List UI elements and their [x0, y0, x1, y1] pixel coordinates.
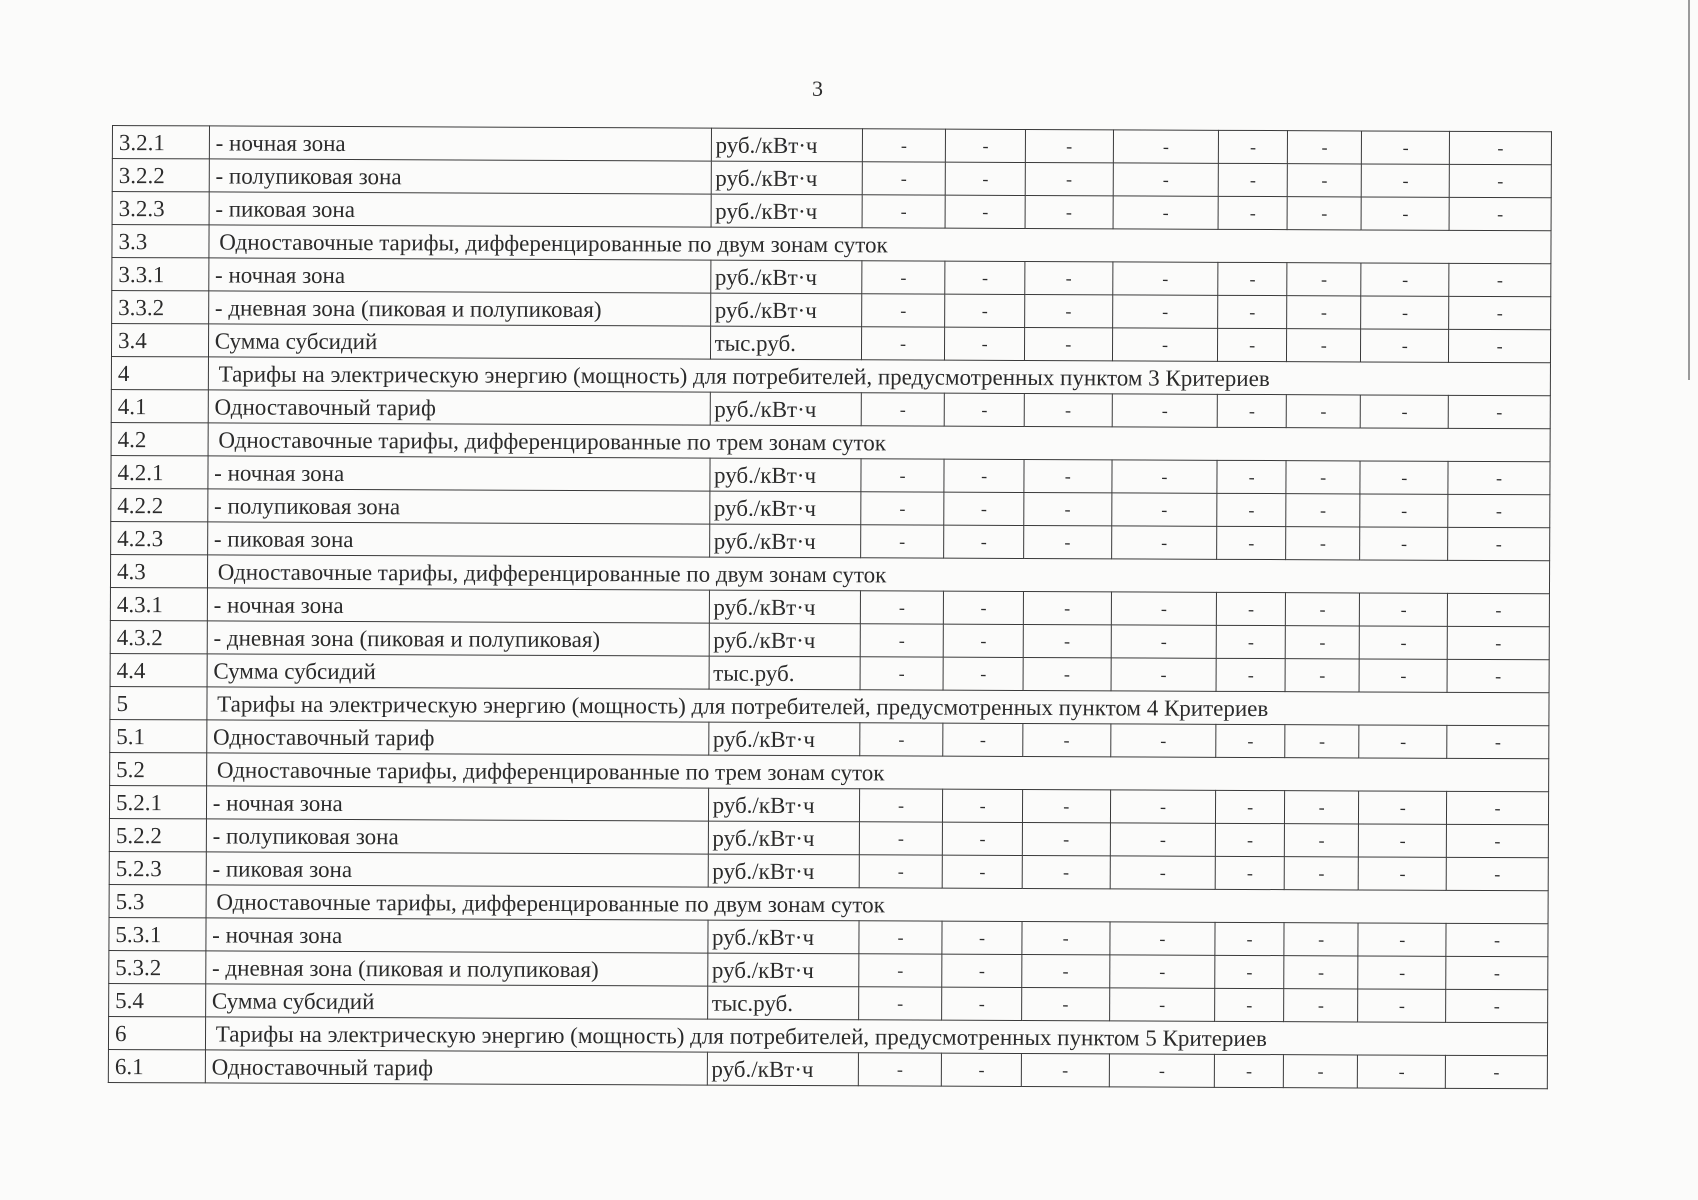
row-number-cell: 3.3.2: [112, 291, 209, 324]
unit-cell: тыс.руб.: [709, 656, 860, 690]
value-cell: -: [860, 591, 944, 624]
row-label-cell: - ночная зона: [209, 258, 711, 293]
table-row: [109, 983, 1548, 1022]
row-number-cell: 4.3.1: [110, 587, 207, 620]
section-heading-row: [110, 752, 1549, 791]
row-label-cell: Одноставочный тариф: [208, 390, 710, 425]
value-cell: -: [1446, 824, 1548, 857]
value-cell: -: [1024, 327, 1112, 360]
value-cell: -: [1112, 262, 1218, 295]
section-heading-cell: Одноставочные тарифы, дифференцированные по двум зонам суток: [209, 225, 1551, 264]
value-cell: -: [1112, 328, 1218, 361]
row-number-cell: 4.4: [110, 653, 207, 686]
value-cell: -: [858, 1053, 942, 1086]
value-cell: -: [862, 129, 946, 162]
value-cell: -: [1285, 593, 1360, 626]
value-cell: -: [944, 459, 1024, 492]
row-number-cell: 4.2.2: [111, 488, 208, 521]
row-number-cell: 5.3.1: [109, 917, 206, 950]
value-cell: -: [1023, 723, 1111, 756]
table-row: [112, 291, 1551, 330]
row-number-cell: 3.4: [111, 324, 208, 357]
value-cell: -: [1286, 395, 1361, 428]
table-row: [111, 324, 1550, 363]
row-label-cell: Одноставочный тариф: [205, 1050, 707, 1085]
unit-cell: руб./кВт·ч: [707, 920, 858, 954]
value-cell: -: [1358, 923, 1446, 956]
value-cell: -: [944, 591, 1024, 624]
tariff-table-body: [108, 126, 1551, 1089]
row-number-cell: 5.2.2: [109, 818, 206, 851]
table-row: [109, 851, 1548, 890]
unit-cell: руб./кВт·ч: [710, 293, 861, 327]
section-heading-row: [108, 1016, 1547, 1055]
section-heading-row: [111, 422, 1550, 461]
unit-cell: руб./кВт·ч: [710, 392, 861, 426]
value-cell: -: [1445, 1055, 1547, 1088]
section-heading-cell: Тарифы на электрическую энергию (мощность) для потребителей, предусмотренных пунктом 3 Критериев: [208, 357, 1550, 396]
table-row: [110, 719, 1549, 758]
value-cell: -: [862, 195, 946, 228]
value-cell: -: [861, 459, 945, 492]
value-cell: -: [1359, 725, 1447, 758]
value-cell: -: [1449, 131, 1551, 164]
value-cell: -: [861, 393, 945, 426]
unit-cell: руб./кВт·ч: [711, 194, 862, 228]
value-cell: -: [1359, 824, 1447, 857]
value-cell: -: [942, 921, 1022, 954]
table-row: [112, 258, 1551, 297]
value-cell: -: [1022, 921, 1110, 954]
table-row: [109, 950, 1548, 989]
value-cell: -: [1219, 163, 1288, 196]
value-cell: -: [1216, 658, 1285, 691]
value-cell: -: [859, 723, 943, 756]
value-cell: -: [1025, 162, 1113, 195]
row-number-cell: 3.3.1: [112, 258, 209, 291]
value-cell: -: [1110, 823, 1216, 856]
row-number-cell: 6.1: [108, 1049, 205, 1082]
value-cell: -: [1449, 197, 1551, 230]
unit-cell: руб./кВт·ч: [708, 788, 859, 822]
row-number-cell: 4.1: [111, 389, 208, 422]
value-cell: -: [860, 525, 944, 558]
value-cell: -: [943, 723, 1023, 756]
row-label-cell: Сумма субсидий: [208, 324, 710, 359]
value-cell: -: [1217, 592, 1286, 625]
value-cell: -: [945, 393, 1025, 426]
value-cell: -: [945, 294, 1025, 327]
value-cell: -: [1358, 1055, 1446, 1088]
unit-cell: руб./кВт·ч: [708, 722, 859, 756]
value-cell: -: [1447, 593, 1549, 626]
value-cell: -: [1359, 857, 1447, 890]
value-cell: -: [945, 327, 1025, 360]
value-cell: -: [1023, 657, 1111, 690]
value-cell: -: [1022, 954, 1110, 987]
page-number: 3: [812, 76, 823, 101]
value-cell: -: [1111, 592, 1217, 625]
value-cell: -: [859, 855, 943, 888]
section-heading-cell: Одноставочные тарифы, дифференцированные по двум зонам суток: [207, 555, 1549, 594]
value-cell: -: [1285, 659, 1360, 692]
section-heading-row: [111, 356, 1550, 395]
row-number-cell: 4: [111, 356, 208, 389]
value-cell: -: [945, 261, 1025, 294]
value-cell: -: [1449, 329, 1551, 362]
unit-cell: руб./кВт·ч: [709, 458, 860, 492]
unit-cell: руб./кВт·ч: [709, 491, 860, 525]
row-number-cell: 6: [108, 1016, 205, 1049]
value-cell: -: [1024, 492, 1112, 525]
table-row: [112, 192, 1551, 231]
row-label-cell: - ночная зона: [208, 456, 710, 491]
value-cell: -: [1447, 659, 1549, 692]
value-cell: -: [1215, 955, 1284, 988]
value-cell: -: [944, 624, 1024, 657]
row-label-cell: - полупиковая зона: [208, 489, 710, 524]
value-cell: -: [943, 822, 1023, 855]
unit-cell: руб./кВт·ч: [710, 260, 861, 294]
row-label-cell: - ночная зона: [206, 918, 708, 953]
row-label-cell: - пиковая зона: [206, 852, 708, 887]
value-cell: -: [1023, 624, 1111, 657]
value-cell: -: [942, 987, 1022, 1020]
table-row: [111, 455, 1550, 494]
row-label-cell: Сумма субсидий: [207, 654, 709, 689]
value-cell: -: [860, 624, 944, 657]
value-cell: -: [859, 789, 943, 822]
value-cell: -: [1447, 626, 1549, 659]
table-row: [109, 818, 1548, 857]
value-cell: -: [1448, 395, 1550, 428]
value-cell: -: [1113, 196, 1219, 229]
value-cell: -: [1284, 791, 1359, 824]
value-cell: -: [1218, 394, 1287, 427]
value-cell: -: [1284, 857, 1359, 890]
value-cell: -: [1109, 1054, 1215, 1087]
value-cell: -: [1284, 923, 1359, 956]
table-row: [109, 785, 1548, 824]
value-cell: -: [1449, 164, 1551, 197]
row-label-cell: - ночная зона: [209, 126, 711, 161]
row-number-cell: 5: [110, 686, 207, 719]
value-cell: -: [1111, 493, 1217, 526]
scan-edge: [1688, 0, 1690, 380]
table-row: [112, 126, 1551, 165]
table-row: [110, 587, 1549, 626]
value-cell: -: [1215, 922, 1284, 955]
unit-cell: руб./кВт·ч: [711, 128, 862, 162]
value-cell: -: [1109, 955, 1215, 988]
section-heading-row: [109, 884, 1548, 923]
value-cell: -: [1025, 261, 1113, 294]
row-number-cell: 4.2: [111, 422, 208, 455]
row-number-cell: 5.4: [109, 983, 206, 1016]
value-cell: -: [1219, 130, 1288, 163]
value-cell: -: [943, 789, 1023, 822]
value-cell: -: [1216, 724, 1285, 757]
value-cell: -: [1359, 659, 1447, 692]
row-label-cell: - полупиковая зона: [206, 819, 708, 854]
row-number-cell: 3.3: [112, 225, 209, 258]
value-cell: -: [1446, 923, 1548, 956]
row-number-cell: 5.3: [109, 884, 206, 917]
value-cell: -: [1283, 989, 1358, 1022]
value-cell: -: [944, 492, 1024, 525]
value-cell: -: [1022, 855, 1110, 888]
value-cell: -: [1360, 461, 1448, 494]
value-cell: -: [1361, 395, 1449, 428]
section-heading-cell: Тарифы на электрическую энергию (мощность) для потребителей, предусмотренных пунктом 4 Критериев: [207, 687, 1549, 726]
value-cell: -: [1021, 1053, 1109, 1086]
row-number-cell: 5.1: [110, 719, 207, 752]
value-cell: -: [1022, 789, 1110, 822]
value-cell: -: [1218, 328, 1287, 361]
tariff-table: [108, 125, 1552, 1089]
value-cell: -: [1359, 791, 1447, 824]
value-cell: -: [1024, 393, 1112, 426]
value-cell: -: [1111, 625, 1217, 658]
value-cell: -: [1360, 527, 1448, 560]
unit-cell: руб./кВт·ч: [709, 623, 860, 657]
value-cell: -: [1022, 822, 1110, 855]
row-number-cell: 3.2.2: [112, 159, 209, 192]
row-label-cell: - ночная зона: [206, 786, 708, 821]
value-cell: -: [1446, 989, 1548, 1022]
value-cell: -: [1283, 1055, 1358, 1088]
value-cell: -: [1111, 526, 1217, 559]
value-cell: -: [1113, 130, 1219, 163]
value-cell: -: [1285, 725, 1360, 758]
value-cell: -: [1110, 790, 1216, 823]
value-cell: -: [942, 954, 1022, 987]
unit-cell: руб./кВт·ч: [709, 524, 860, 558]
value-cell: -: [861, 327, 945, 360]
row-label-cell: - дневная зона (пиковая и полупиковая): [207, 621, 709, 656]
value-cell: -: [1286, 494, 1361, 527]
section-heading-row: [110, 686, 1549, 725]
value-cell: -: [1448, 494, 1550, 527]
unit-cell: руб./кВт·ч: [707, 953, 858, 987]
value-cell: -: [1024, 525, 1112, 558]
table-row: [111, 389, 1550, 428]
section-heading-cell: Одноставочные тарифы, дифференцированные по трем зонам суток: [206, 753, 1548, 792]
value-cell: -: [1217, 460, 1286, 493]
value-cell: -: [1284, 956, 1359, 989]
row-label-cell: - полупиковая зона: [209, 159, 711, 194]
value-cell: -: [1361, 263, 1449, 296]
value-cell: -: [1361, 329, 1449, 362]
row-number-cell: 4.3: [110, 554, 207, 587]
value-cell: -: [1112, 394, 1218, 427]
row-number-cell: 4.2.1: [111, 455, 208, 488]
value-cell: -: [946, 162, 1026, 195]
row-number-cell: 4.2.3: [111, 521, 208, 554]
section-heading-cell: Тарифы на электрическую энергию (мощность) для потребителей, предусмотренных пунктом 5 Критериев: [205, 1017, 1547, 1056]
value-cell: -: [1446, 956, 1548, 989]
value-cell: -: [1360, 626, 1448, 659]
value-cell: -: [861, 261, 945, 294]
value-cell: -: [1287, 263, 1362, 296]
table-row: [109, 917, 1548, 956]
value-cell: -: [1448, 461, 1550, 494]
unit-cell: тыс.руб.: [707, 986, 858, 1020]
table-row: [110, 653, 1549, 692]
value-cell: -: [1286, 527, 1361, 560]
unit-cell: руб./кВт·ч: [709, 590, 860, 624]
value-cell: -: [1287, 197, 1362, 230]
value-cell: -: [942, 1053, 1022, 1086]
value-cell: -: [1358, 956, 1446, 989]
row-number-cell: 3.2.1: [112, 126, 209, 159]
row-number-cell: 5.3.2: [109, 950, 206, 983]
row-number-cell: 4.3.2: [110, 620, 207, 653]
value-cell: -: [1215, 988, 1284, 1021]
row-number-cell: 3.2.3: [112, 192, 209, 225]
value-cell: -: [861, 294, 945, 327]
value-cell: -: [1446, 857, 1548, 890]
value-cell: -: [1447, 725, 1549, 758]
value-cell: -: [860, 657, 944, 690]
unit-cell: руб./кВт·ч: [708, 821, 859, 855]
value-cell: -: [1111, 658, 1217, 691]
value-cell: -: [1362, 131, 1450, 164]
row-label-cell: Одноставочный тариф: [206, 720, 708, 755]
table-row: [111, 521, 1550, 560]
row-label-cell: Сумма субсидий: [205, 984, 707, 1019]
row-label-cell: - дневная зона (пиковая и полупиковая): [205, 951, 707, 986]
table-row: [112, 159, 1551, 198]
value-cell: -: [1216, 823, 1285, 856]
value-cell: -: [862, 162, 946, 195]
value-cell: -: [1448, 527, 1550, 560]
value-cell: -: [1361, 296, 1449, 329]
row-label-cell: - дневная зона (пиковая и полупиковая): [208, 291, 710, 326]
value-cell: -: [1111, 460, 1217, 493]
value-cell: -: [1216, 856, 1285, 889]
value-cell: -: [1110, 856, 1216, 889]
value-cell: -: [1217, 625, 1286, 658]
section-heading-row: [112, 225, 1551, 264]
row-label-cell: - ночная зона: [207, 588, 709, 623]
row-number-cell: 5.2.3: [109, 851, 206, 884]
value-cell: -: [1216, 790, 1285, 823]
value-cell: -: [1287, 131, 1362, 164]
value-cell: -: [1217, 493, 1286, 526]
section-heading-cell: Одноставочные тарифы, дифференцированные по трем зонам суток: [208, 423, 1550, 462]
section-heading-cell: Одноставочные тарифы, дифференцированные по двум зонам суток: [206, 885, 1548, 924]
value-cell: -: [1218, 295, 1287, 328]
value-cell: -: [1362, 164, 1450, 197]
value-cell: -: [943, 855, 1023, 888]
value-cell: -: [1362, 197, 1450, 230]
value-cell: -: [946, 129, 1026, 162]
row-number-cell: 5.2: [110, 752, 207, 785]
value-cell: -: [858, 954, 942, 987]
table-row: [108, 1049, 1547, 1088]
row-label-cell: - пиковая зона: [209, 192, 711, 227]
value-cell: -: [1112, 295, 1218, 328]
value-cell: -: [1360, 494, 1448, 527]
value-cell: -: [1360, 593, 1448, 626]
value-cell: -: [1025, 294, 1113, 327]
value-cell: -: [860, 492, 944, 525]
value-cell: -: [1358, 989, 1446, 1022]
value-cell: -: [1284, 824, 1359, 857]
value-cell: -: [1023, 591, 1111, 624]
value-cell: -: [1286, 329, 1361, 362]
value-cell: -: [1285, 626, 1360, 659]
value-cell: -: [1449, 263, 1551, 296]
value-cell: -: [943, 657, 1023, 690]
unit-cell: руб./кВт·ч: [708, 854, 859, 888]
value-cell: -: [859, 921, 943, 954]
value-cell: -: [1025, 195, 1113, 228]
value-cell: -: [944, 525, 1024, 558]
value-cell: -: [858, 987, 942, 1020]
value-cell: -: [1109, 988, 1215, 1021]
table-row: [110, 620, 1549, 659]
value-cell: -: [1215, 1054, 1284, 1087]
value-cell: -: [1110, 724, 1216, 757]
value-cell: -: [945, 195, 1025, 228]
value-cell: -: [1287, 296, 1362, 329]
unit-cell: руб./кВт·ч: [711, 161, 862, 195]
row-label-cell: - пиковая зона: [207, 522, 709, 557]
value-cell: -: [1218, 196, 1287, 229]
value-cell: -: [1449, 296, 1551, 329]
value-cell: -: [1025, 129, 1113, 162]
value-cell: -: [1217, 526, 1286, 559]
value-cell: -: [1287, 164, 1362, 197]
value-cell: -: [1109, 922, 1215, 955]
value-cell: -: [1024, 459, 1112, 492]
value-cell: -: [1022, 987, 1110, 1020]
unit-cell: руб./кВт·ч: [707, 1052, 858, 1086]
unit-cell: тыс.руб.: [710, 326, 861, 360]
row-number-cell: 5.2.1: [109, 785, 206, 818]
value-cell: -: [859, 822, 943, 855]
value-cell: -: [1113, 163, 1219, 196]
value-cell: -: [1447, 791, 1549, 824]
section-heading-row: [110, 554, 1549, 593]
table-row: [111, 488, 1550, 527]
value-cell: -: [1218, 262, 1287, 295]
value-cell: -: [1286, 461, 1361, 494]
